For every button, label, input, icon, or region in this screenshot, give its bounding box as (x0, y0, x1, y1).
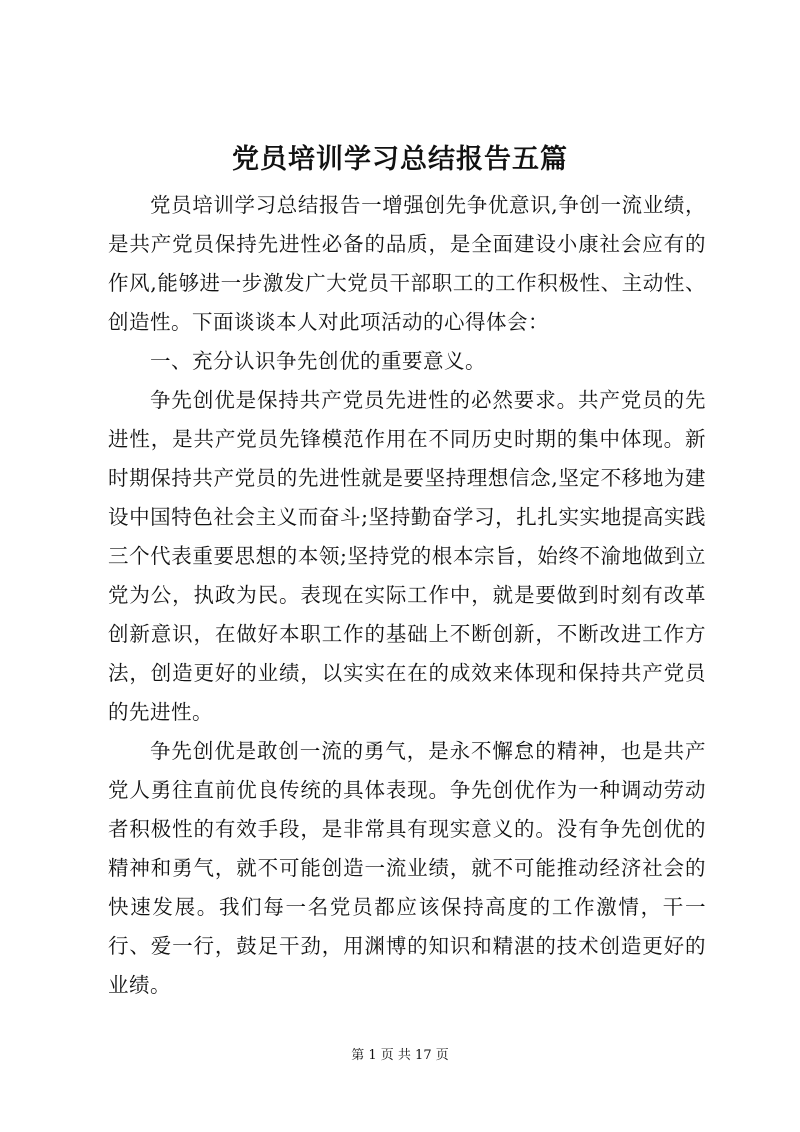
paragraph-advancement: 争先创优是保持共产党员先进性的必然要求。共产党员的先进性，是共产党员先锋模范作用在不同历史时期的集中体现。新时期保持共产党员的先进性就是要坚持理想信念,坚定不移地为建设中国特色社会主义而奋斗;坚持勤奋学习，扎扎实实地提高实践三个代表重要思想的本领;坚持党的根本宗旨，始终不渝地做到立党为公，执政为民。表现在实际工作中，就是要做到时刻有改革创新意识，在做好本职工作的基础上不断创新，不断改进工作方法，创造更好的业绩，以实实在在的成效来体现和保持共产党员的先进性。 (108, 388, 706, 724)
paragraph-intro: 党员培训学习总结报告一增强创先争优意识,争创一流业绩，是共产党员保持先进性必备的品质，是全面建设小康社会应有的作风,能够进一步激发广大党员干部职工的工作积极性、主动性、创造性。下面谈谈本人对此项活动的心得体会： (108, 193, 706, 334)
page-footer: 第 1 页 共 17 页 (351, 1048, 449, 1063)
paragraph-section-heading: 一、充分认识争先创优的重要意义。 (150, 349, 487, 373)
document-body (108, 186, 706, 1005)
paragraph-courage: 争先创优是敢创一流的勇气，是永不懈怠的精神，也是共产党人勇往直前优良传统的具体表现。争先创优作为一种调动劳动者积极性的有效手段，是非常具有现实意义的。没有争先创优的精神和勇气，就不可能创造一流业绩，就不可能推动经济社会的快速发展。我们每一名党员都应该保持高度的工作激情，干一行、爱一行，鼓足干劲，用渊博的知识和精湛的技术创造更好的业绩。 (108, 739, 706, 997)
document-title: 党员培训学习总结报告五篇 (232, 144, 568, 175)
